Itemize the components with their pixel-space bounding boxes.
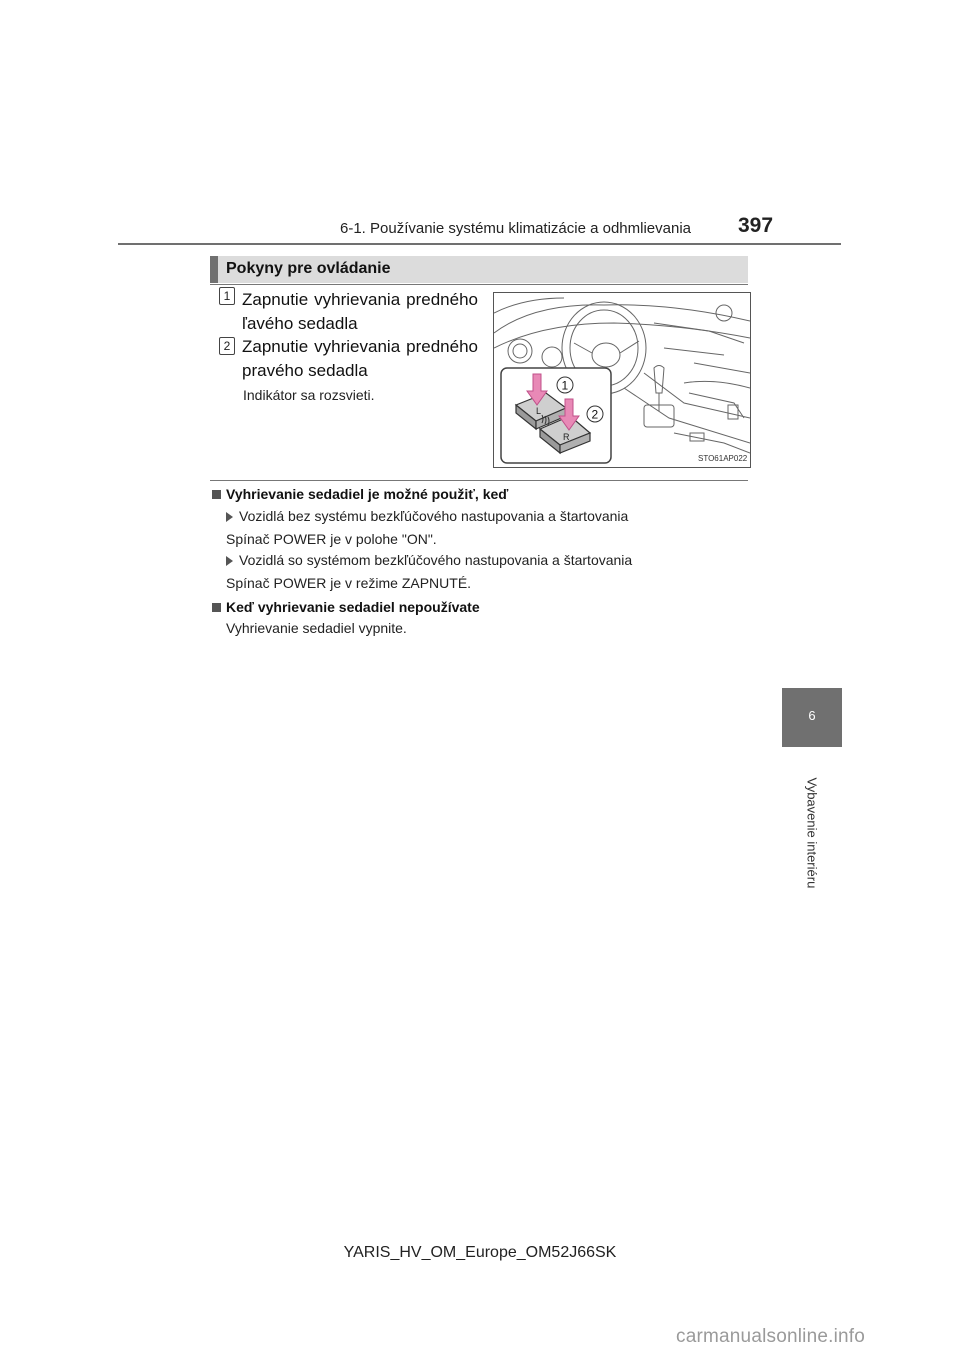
info-text: Spínač POWER je v polohe "ON". [226,531,437,547]
info-rule [210,480,748,481]
callout-2: 2 [591,407,599,422]
info-square-icon [212,490,221,499]
triangle-bullet-icon [226,556,233,566]
step-number: 2 [219,337,235,355]
callout-1: 1 [561,378,569,393]
section-heading-rule [210,284,748,285]
page-number: 397 [738,214,774,237]
info-condition: Vozidlá so systémom bezkľúčového nastupovania a štartovania [239,552,633,568]
info-heading: Vyhrievanie sedadiel je možné použiť, keď [226,486,509,502]
chapter-tab-number: 6 [808,708,816,723]
header-rule [118,243,841,245]
button-label-right: R [563,432,570,442]
seat-heater-illustration [493,292,751,468]
step-text: Zapnutie vyhrievania predného ľavého sedadla [242,290,478,333]
illustration-code: STO61AP022 [698,454,748,463]
section-heading-accent [210,256,218,283]
info-heading: Keď vyhrievanie sedadiel nepoužívate [226,599,480,615]
triangle-bullet-icon [226,512,233,522]
info-condition: Vozidlá bez systému bezkľúčového nastupovania a štartovania [239,508,629,524]
section-heading: Pokyny pre ovládanie [226,260,391,277]
step-text: Zapnutie vyhrievania predného pravého sedadla [242,337,478,380]
info-text: Vyhrievanie sedadiel vypnite. [226,620,407,636]
info-square-icon [212,603,221,612]
button-label-left: L [536,406,542,416]
running-header-section-title: 6-1. Používanie systému klimatizácie a odhmlievania [340,220,691,237]
watermark: carmanualsonline.info [676,1326,866,1347]
step-note: Indikátor sa rozsvieti. [243,387,375,403]
chapter-tab-label: Vybavenie interiéru [804,777,820,889]
step-number: 1 [219,287,235,305]
footer-document-id: YARIS_HV_OM_Europe_OM52J66SK [343,1244,617,1261]
info-text: Spínač POWER je v režime ZAPNUTÉ. [226,575,472,591]
